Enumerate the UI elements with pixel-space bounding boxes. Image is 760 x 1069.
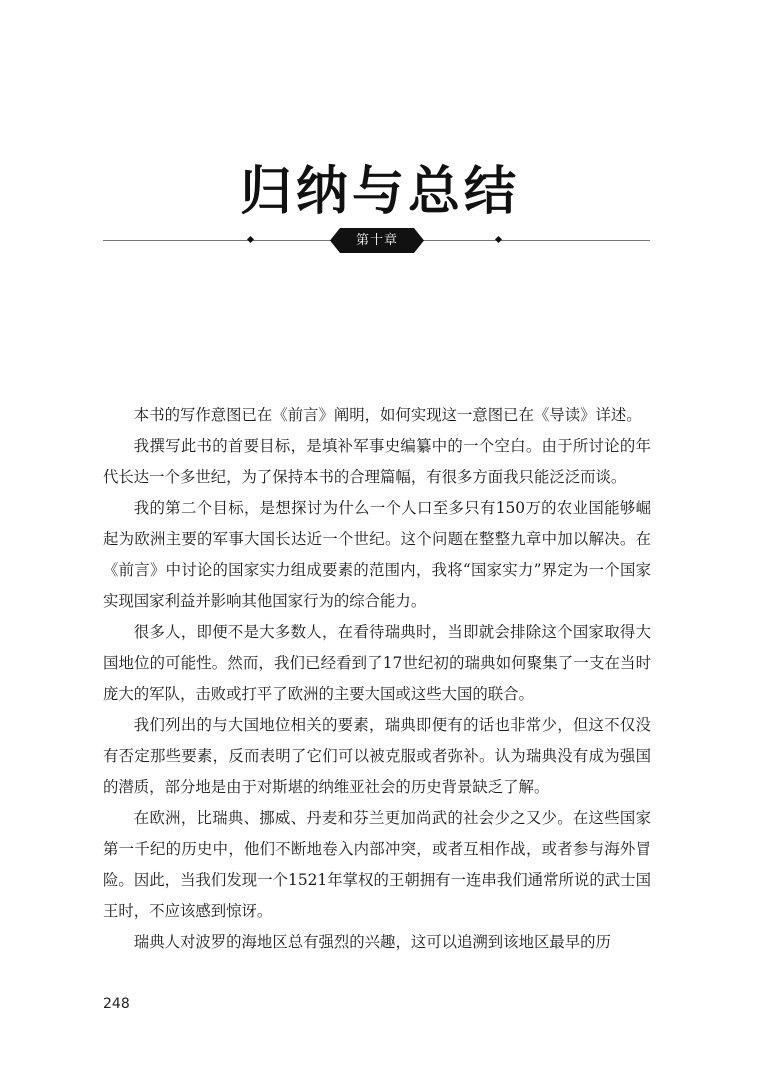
paragraph: 我们列出的与大国地位相关的要素，瑞典即便有的话也非常少，但这不仅没有否定那些要素，反而表明了它们可以被克服或者弥补。认为瑞典没有成为强国的潜质，部分地是由于对斯堪的纳维亚社会的历史背景缺乏了解。 xyxy=(103,716,651,796)
divider-dot-right xyxy=(495,236,502,243)
chapter-label: 第十章 xyxy=(355,233,398,248)
paragraph: 我撰写此书的首要目标，是填补军事史编纂中的一个空白。由于所讨论的年代长达一个多世纪，为了保持本书的合理篇幅，有很多方面我只能泛泛而谈。 xyxy=(103,437,651,486)
chapter-badge xyxy=(330,228,424,253)
body-text xyxy=(103,400,651,958)
page-number: 248 xyxy=(103,996,130,1012)
paragraph: 本书的写作意图已在《前言》阐明，如何实现这一意图已在《导读》详述。 xyxy=(133,406,642,424)
paragraph: 我的第二个目标，是想探讨为什么一个人口至多只有150万的农业国能够崛起为欧洲主要的军事大国长达近一个世纪。这个问题在整整九章中加以解决。在《前言》中讨论的国家实力组成要素的范围内，我将“国家实力”界定为一个国家实现国家利益并影响其他国家行为的综合能力。 xyxy=(103,499,651,610)
chapter-title: 归纳与总结 xyxy=(239,162,520,222)
paragraph: 瑞典人对波罗的海地区总有强烈的兴趣，这可以追溯到该地区最早的历 xyxy=(133,933,611,951)
paragraph: 很多人，即便不是大多数人，在看待瑞典时，当即就会排除这个国家取得大国地位的可能性。然而，我们已经看到了17世纪初的瑞典如何聚集了一支在当时庞大的军队，击败或打平了欧洲的主要大国或这些大国的联合。 xyxy=(103,623,651,703)
divider-dot-left xyxy=(247,236,254,243)
paragraph: 在欧洲，比瑞典、挪威、丹麦和芬兰更加尚武的社会少之又少。在这些国家第一千纪的历史中，他们不断地卷入内部冲突，或者互相作战，或者参与海外冒险。因此，当我们发现一个1521年掌权的王朝拥有一连串我们通常所说的武士国王时，不应该感到惊讶。 xyxy=(103,809,651,920)
